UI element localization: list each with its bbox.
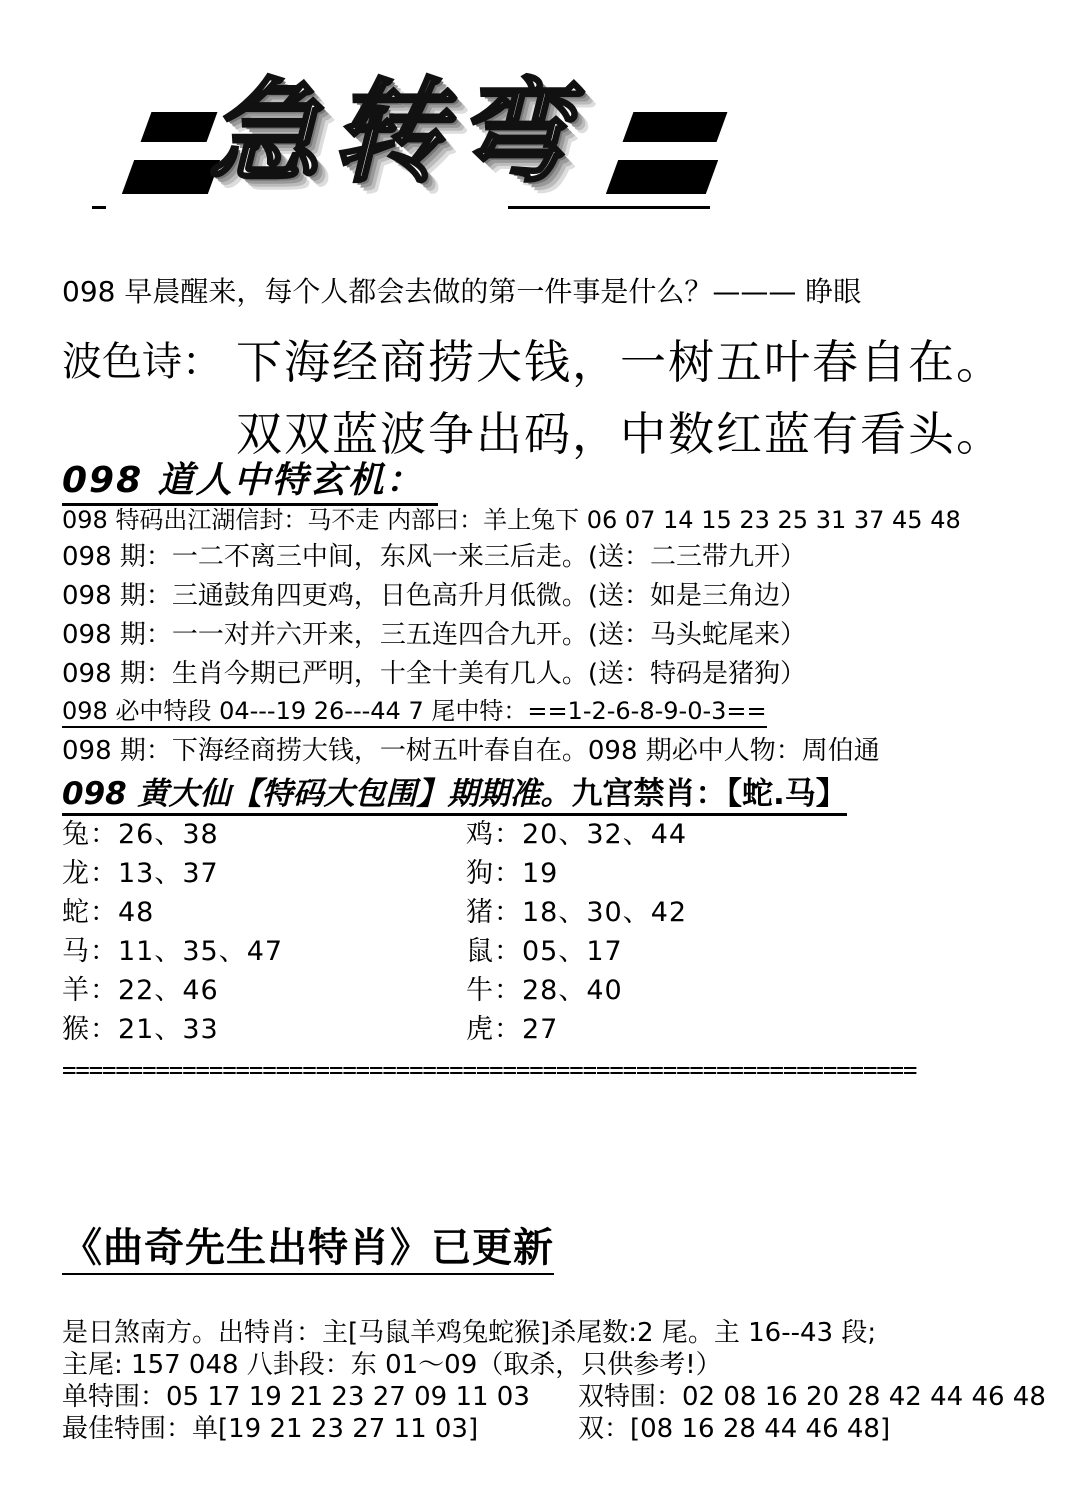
zodiac-entry: 虎：27 — [466, 1014, 559, 1045]
header-bar-right-top — [623, 112, 728, 142]
zodiac-entry: 鼠：05、17 — [466, 936, 623, 967]
bottom-line: 主尾: 157 048 八卦段：东 01～09（取杀，只供参考!） — [62, 1350, 722, 1380]
zodiac-entry: 兔：26、38 — [62, 819, 219, 850]
zodiac-entry: 鸡：20、32、44 — [466, 819, 688, 850]
poem-label: 波色诗： — [62, 339, 222, 385]
riddle-line: 098 早晨醒来，每个人都会去做的第一件事是什么？——— 睁眼 — [62, 275, 862, 308]
bottom-line-best-right: 双：[08 16 28 44 46 48] — [578, 1414, 891, 1444]
zodiac-entry: 猴：21、33 — [62, 1014, 219, 1045]
bottom-line-double-right: 双特围：02 08 16 20 28 42 44 46 48 — [578, 1382, 1046, 1412]
zodiac-entry: 狗：19 — [466, 858, 559, 889]
tip-line: 098 期：下海经商捞大钱，一树五叶春自在。098 期必中人物：周伯通 — [62, 736, 880, 766]
header-bar-right-bottom — [606, 160, 718, 194]
divider-line: ================================================================ — [62, 1056, 917, 1084]
bottom-line-best-left: 最佳特围：单[19 21 23 27 11 03] — [62, 1414, 479, 1444]
update-title: 《曲奇先生出特肖》已更新 — [62, 1216, 554, 1275]
zodiac-entry: 蛇：48 — [62, 897, 155, 928]
poem-line-1: 下海经商捞大钱，一树五叶春自在。 — [236, 335, 1004, 389]
tip-line: 098 期：三通鼓角四更鸡，日色高升月低微。(送：如是三角边） — [62, 581, 807, 611]
tip-line: 098 期：生肖今期已严明，十全十美有几人。(送：特码是猪狗） — [62, 659, 807, 689]
tip-line: 098 期：一一对并六开来，三五连四合九开。(送：马头蛇尾来） — [62, 620, 807, 650]
bottom-line: 是日煞南方。出特肖：主[马鼠羊鸡兔蛇猴]杀尾数:2 尾。主 16--43 段; — [62, 1318, 877, 1348]
section-title-daoren: 098 道人中特玄机： — [62, 452, 438, 506]
header-underline-left — [92, 206, 106, 209]
zodiac-entry: 龙：13、37 — [62, 858, 219, 889]
zodiac-entry: 羊：22、46 — [62, 975, 219, 1006]
header-underline-right — [508, 206, 710, 209]
bottom-line-single-left: 单特围：05 17 19 21 23 27 09 11 03 — [62, 1382, 530, 1412]
section-title-huangdaxian-forbidden: 九宫禁肖：【蛇.马】 — [571, 776, 847, 812]
zodiac-entry: 马：11、35、47 — [62, 936, 284, 967]
header-bar-left-top — [141, 112, 218, 142]
tip-line-special-segment: 098 必中特段 04---19 26---44 7 尾中特：==1-2-6-8-9-0-3== — [62, 691, 767, 728]
zodiac-entry: 猪：18、30、42 — [466, 897, 688, 928]
zodiac-entry: 牛：28、40 — [466, 975, 623, 1006]
poem-line-2: 双双蓝波争出码，中数红蓝有看头。 — [236, 407, 1004, 461]
tip-line: 098 特码出江湖信封：马不走 内部曰：羊上兔下 06 07 14 15 23 25 31 37 45 48 — [62, 506, 961, 534]
header-bar-left-bottom — [122, 160, 220, 194]
header-title: 急转弯 — [208, 67, 580, 198]
section-title-huangdaxian — [62, 768, 847, 816]
tip-line: 098 期：一二不离三中间，东风一来三后走。(送：二三带九开） — [62, 542, 807, 572]
section-title-huangdaxian-main: 098 黄大仙【特码大包围】期期准。 — [62, 776, 572, 812]
